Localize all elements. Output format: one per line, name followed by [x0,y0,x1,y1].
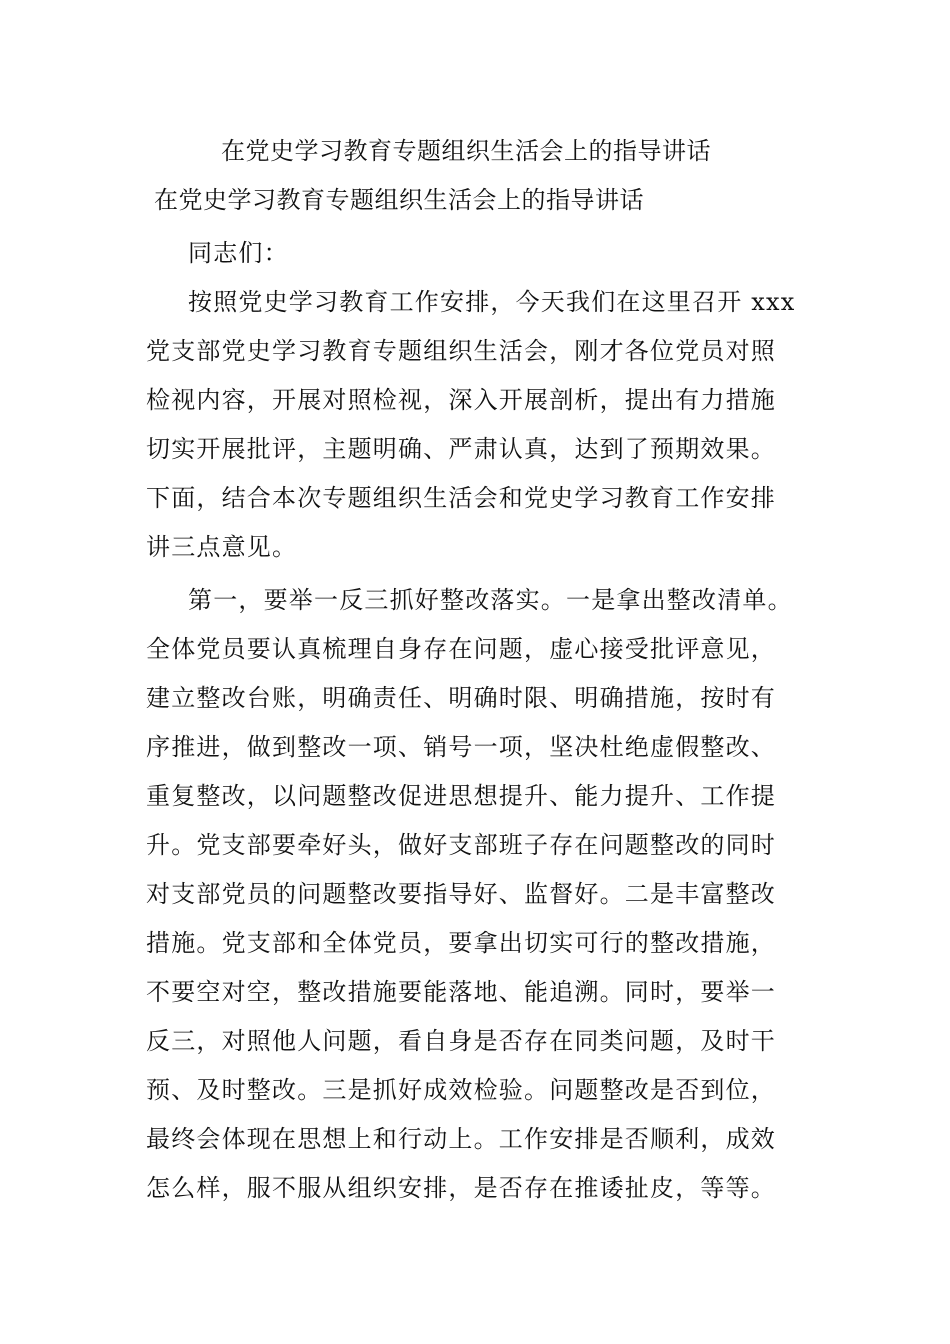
paragraph-line: 第一，要举一反三抓好整改落实。一是拿出整改清单。 [188,586,793,614]
paragraph-line: 建立整改台账，明确责任、明确时限、明确措施，按时有 [146,684,776,712]
paragraph-line: 序推进，做到整改一项、销号一项，坚决杜绝虚假整改、 [146,733,776,761]
paragraph-line: 检视内容，开展对照检视，深入开展剖析，提出有力措施 [146,386,776,414]
paragraph-line: 切实开展批评，主题明确、严肃认真，达到了预期效果。 [146,435,776,463]
paragraph-line: 怎么样，服不服从组织安排，是否存在推诿扯皮，等等。 [146,1174,776,1202]
paragraph-line: 最终会体现在思想上和行动上。工作安排是否顺利，成效 [146,1125,776,1153]
greeting: 同志们： [188,239,289,267]
paragraph-line: 反三，对照他人问题，看自身是否存在同类问题，及时干 [146,1027,776,1055]
paragraph-line: 讲三点意见。 [146,533,298,561]
paragraph-line: 全体党员要认真梳理自身存在问题，虚心接受批评意见， [146,635,776,663]
paragraph-line: 重复整改，以问题整改促进思想提升、能力提升、工作提 [146,782,776,810]
document-subtitle: 在党史学习教育专题组织生活会上的指导讲话 [154,186,644,214]
paragraph-line: 不要空对空，整改措施要能落地、能追溯。同时，要举一 [146,978,776,1006]
paragraph-line: 按照党史学习教育工作安排，今天我们在这里召开 xxx [188,288,796,316]
paragraph-line: 下面，结合本次专题组织生活会和党史学习教育工作安排 [146,484,776,512]
paragraph-line: 对支部党员的问题整改要指导好、监督好。二是丰富整改 [146,880,776,908]
document-title: 在党史学习教育专题组织生活会上的指导讲话 [221,137,711,165]
paragraph-line: 措施。党支部和全体党员，要拿出切实可行的整改措施， [146,929,776,957]
paragraph-line: 升。党支部要牵好头，做好支部班子存在问题整改的同时 [146,831,776,859]
paragraph-line: 预、及时整改。三是抓好成效检验。问题整改是否到位， [146,1076,776,1104]
paragraph-line: 党支部党史学习教育专题组织生活会，刚才各位党员对照 [146,337,776,365]
